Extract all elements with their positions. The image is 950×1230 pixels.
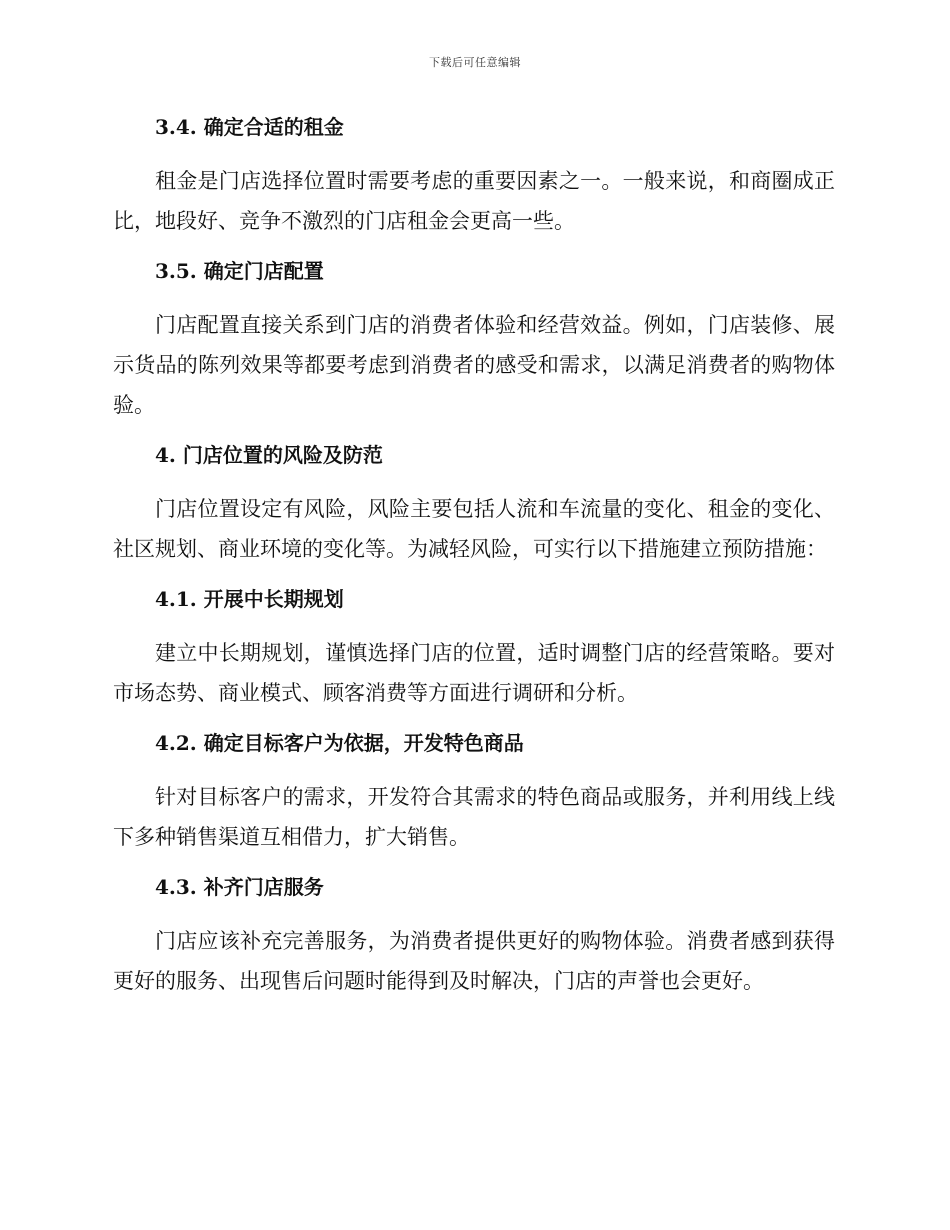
section-paragraph-3-4: 租金是门店选择位置时需要考虑的重要因素之一。一般来说，和商圈成正比，地段好、竞争不激烈的门店租金会更高一些。 bbox=[113, 169, 835, 233]
section-paragraph-4-2: 针对目标客户的需求，开发符合其需求的特色商品或服务，并利用线上线下多种销售渠道互相借力，扩大销售。 bbox=[113, 785, 835, 849]
section-paragraph-3-5: 门店配置直接关系到门店的消费者体验和经营效益。例如，门店装修、展示货品的陈列效果等都要考虑到消费者的感受和需求，以满足消费者的购物体验。 bbox=[113, 313, 835, 417]
section-paragraph-4: 门店位置设定有风险，风险主要包括人流和车流量的变化、租金的变化、社区规划、商业环境的变化等。为减轻风险，可实行以下措施建立预防措施： bbox=[113, 497, 835, 561]
section-paragraph-4-1: 建立中长期规划，谨慎选择门店的位置，适时调整门店的经营策略。要对市场态势、商业模式、顾客消费等方面进行调研和分析。 bbox=[113, 641, 835, 705]
section-heading-4-3: 4.3. 补齐门店服务 bbox=[155, 875, 324, 899]
section-heading-3-5: 3.5. 确定门店配置 bbox=[155, 259, 324, 283]
section-heading-3-4: 3.4. 确定合适的租金 bbox=[155, 115, 344, 139]
document-body bbox=[113, 109, 835, 1001]
section-heading-4-2: 4.2. 确定目标客户为依据，开发特色商品 bbox=[155, 731, 524, 755]
section-paragraph-4-3: 门店应该补充完善服务，为消费者提供更好的购物体验。消费者感到获得更好的服务、出现售后问题时能得到及时解决，门店的声誉也会更好。 bbox=[113, 929, 835, 993]
page-header: 下载后可任意编辑 bbox=[429, 56, 521, 69]
section-heading-4: 4. 门店位置的风险及防范 bbox=[155, 443, 383, 467]
section-heading-4-1: 4.1. 开展中长期规划 bbox=[155, 587, 344, 611]
